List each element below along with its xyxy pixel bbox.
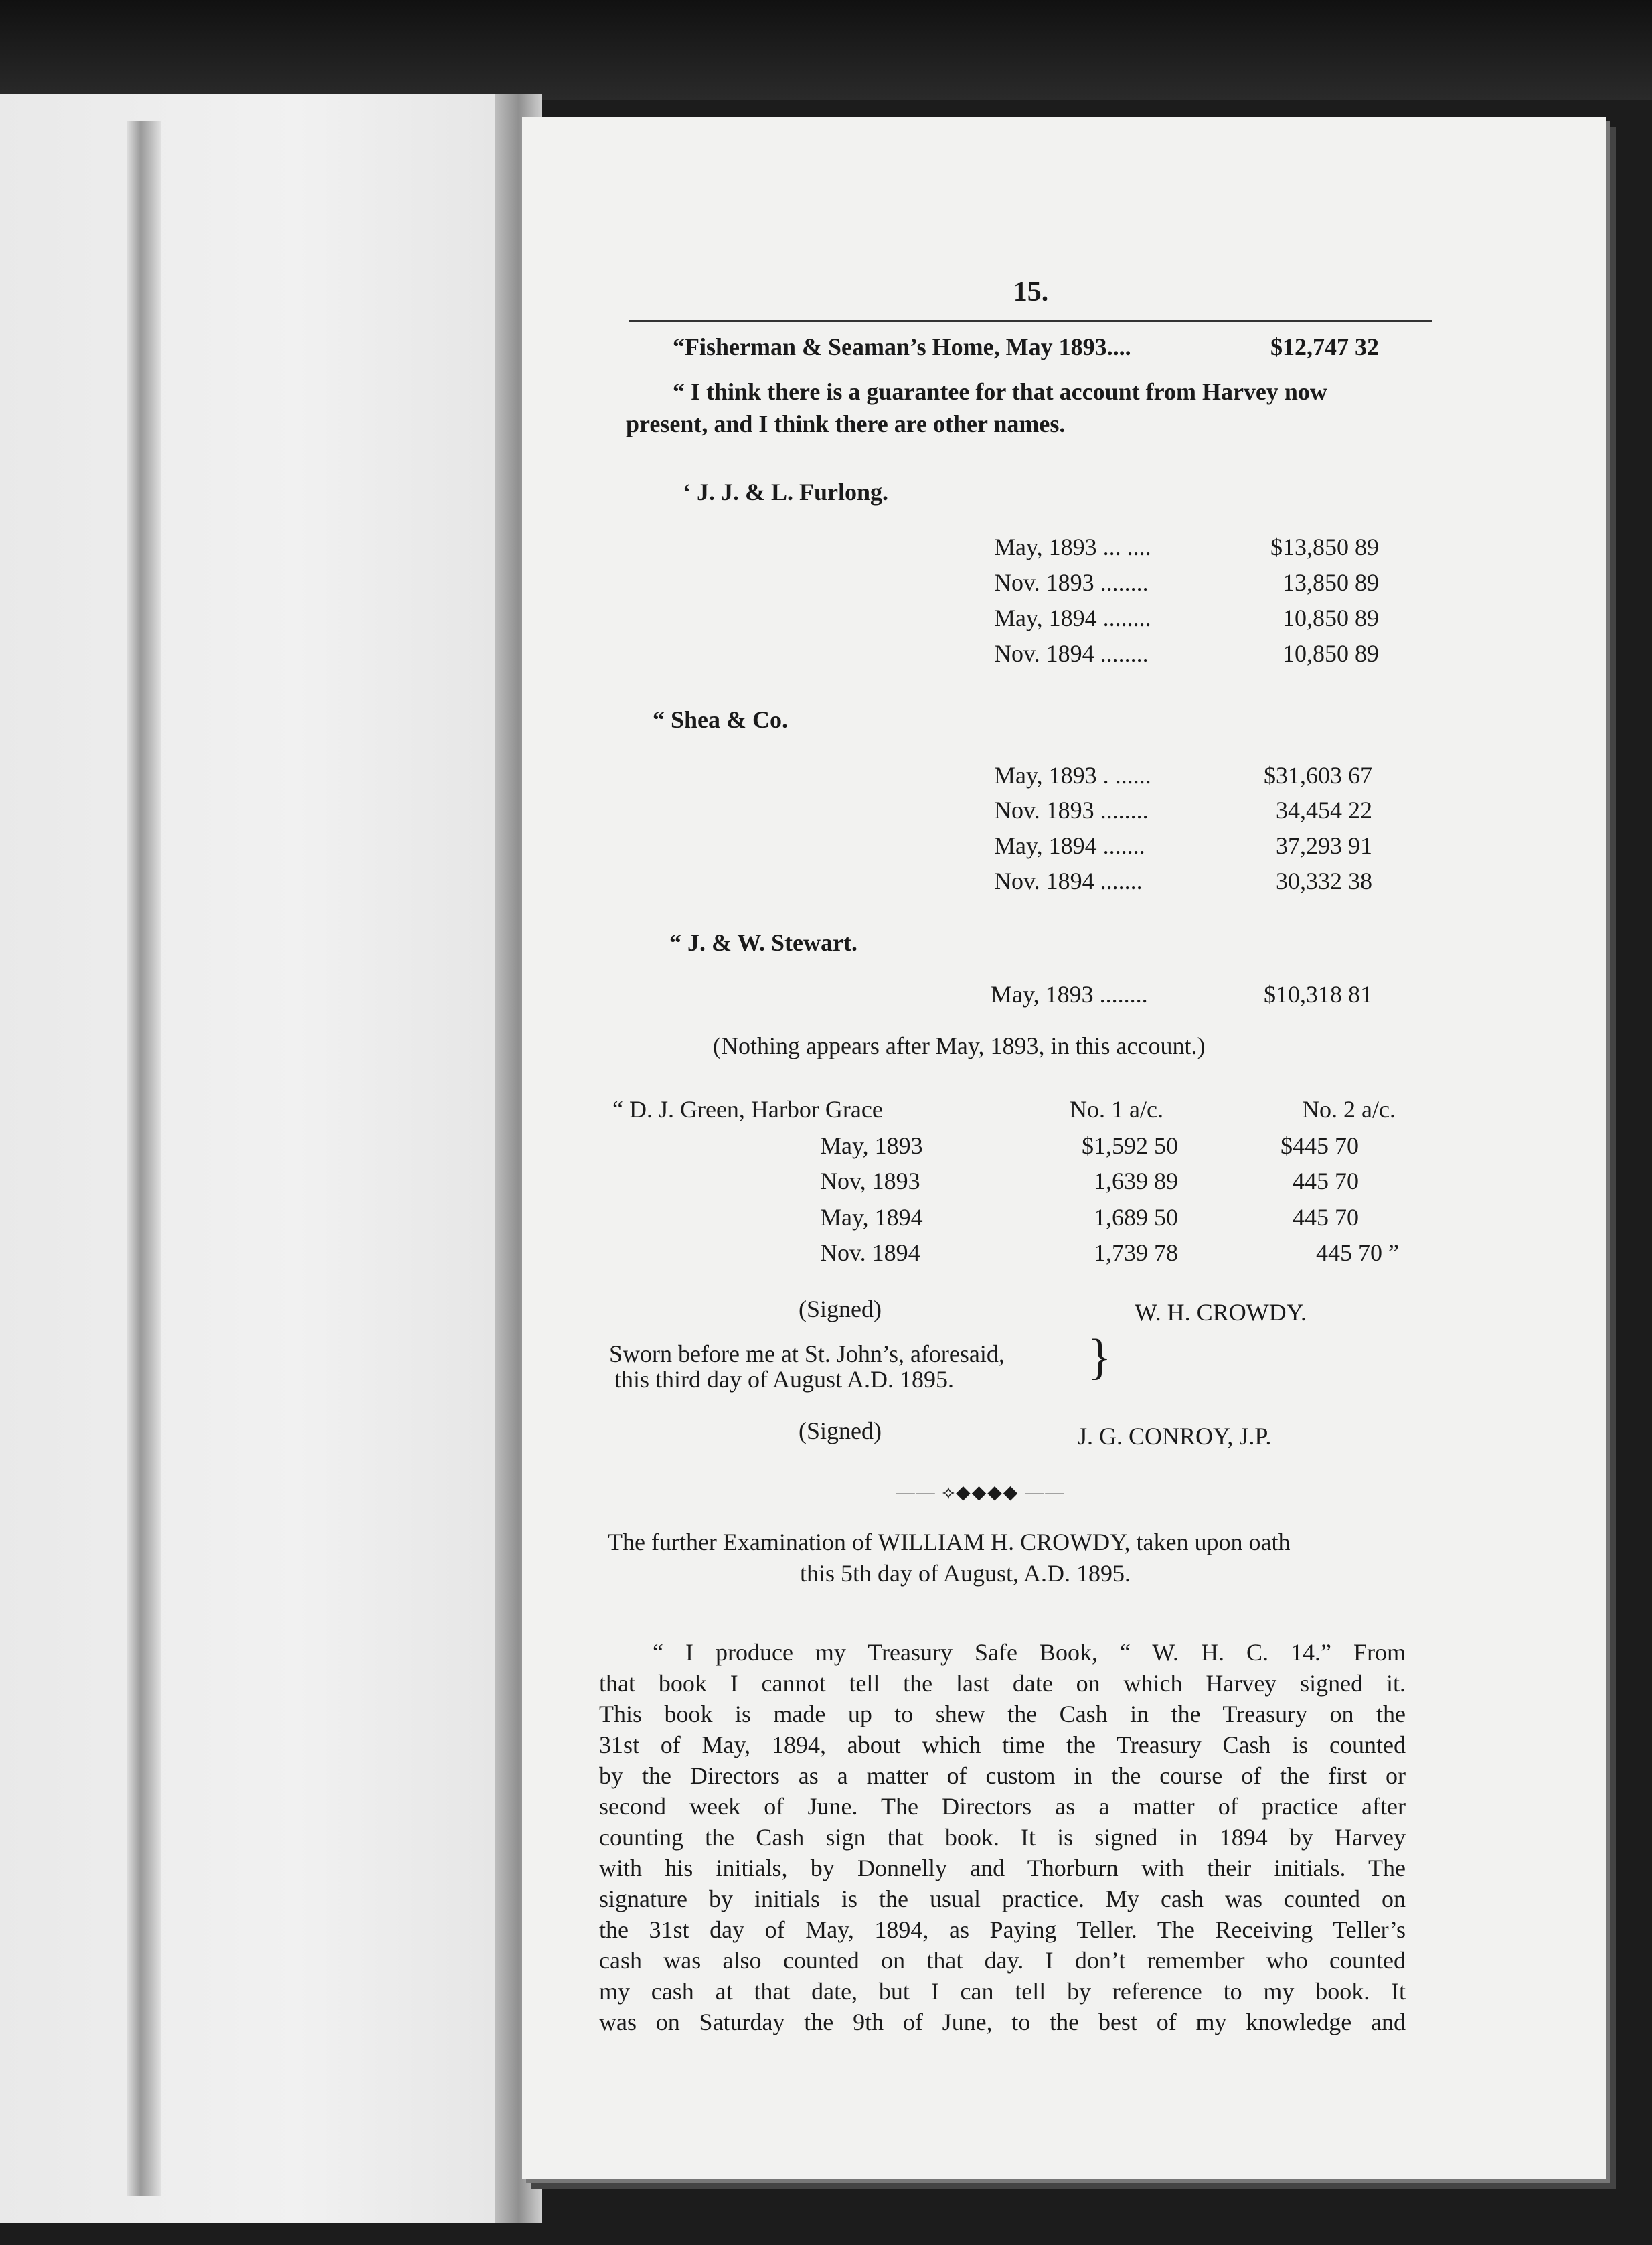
paragraph-line: that book I cannot tell the last date on which Harvey signed it. — [599, 1670, 1406, 1697]
section-ornament: —— ⟡◆◆◆◆ —— — [896, 1482, 1066, 1503]
sworn-brace: } — [1088, 1330, 1112, 1385]
account-entry-label: May, 1893 ........ — [991, 981, 1148, 1008]
header-rule — [629, 320, 1432, 322]
green-col2-header: No. 2 a/c. — [1302, 1096, 1396, 1123]
green-row-a2: 445 70 ” — [1316, 1239, 1399, 1266]
signed-label: (Signed) — [799, 1296, 882, 1322]
paragraph-line: with his initials, by Donnelly and Thorburn with their initials. The — [599, 1855, 1406, 1881]
account-entry-amount: $13,850 89 — [1270, 534, 1379, 560]
green-row-date: Nov, 1893 — [820, 1168, 920, 1194]
page-number: 15. — [1013, 277, 1049, 307]
account-entry-label: May, 1893 ... .... — [994, 534, 1151, 560]
guarantee-line-1: “ I think there is a guarantee for that account from Harvey now — [673, 378, 1327, 405]
fisherman-label: “Fisherman & Seaman’s Home, May 1893.... — [673, 333, 1131, 360]
paragraph-line: the 31st day of May, 1894, as Paying Teller. The Receiving Teller’s — [599, 1916, 1406, 1943]
green-row-a1: 1,639 89 — [1094, 1168, 1178, 1194]
account-name-stewart: “ J. & W. Stewart. — [669, 929, 857, 956]
green-row-a1: 1,689 50 — [1094, 1204, 1178, 1231]
paragraph-line: “ I produce my Treasury Safe Book, “ W. H. C. 14.” From — [653, 1639, 1406, 1666]
green-col1-header: No. 1 a/c. — [1070, 1096, 1163, 1123]
account-entry-amount: 10,850 89 — [1283, 605, 1379, 631]
account-entry-amount: 13,850 89 — [1283, 569, 1379, 596]
account-entry-amount: 34,454 22 — [1276, 797, 1372, 824]
fisherman-amount: $12,747 32 — [1270, 333, 1379, 360]
green-row-date: Nov. 1894 — [820, 1239, 920, 1266]
film-border — [0, 0, 1652, 100]
sworn-line-2: this third day of August A.D. 1895. — [614, 1366, 955, 1393]
paragraph-line: second week of June. The Directors as a matter of practice after — [599, 1793, 1406, 1820]
account-name-shea: “ Shea & Co. — [653, 706, 789, 733]
green-row-a2: 445 70 — [1293, 1168, 1359, 1194]
green-row-a1: 1,739 78 — [1094, 1239, 1178, 1266]
page-fold — [127, 121, 161, 2196]
account-entry-amount: $31,603 67 — [1264, 762, 1372, 789]
green-account-name: “ D. J. Green, Harbor Grace — [612, 1096, 883, 1123]
paragraph-line: This book is made up to shew the Cash in the Treasury on the — [599, 1701, 1406, 1727]
account-entry-label: May, 1894 ....... — [994, 832, 1145, 859]
sworn-line-1: Sworn before me at St. John’s, aforesaid, — [609, 1340, 1005, 1367]
paragraph-line: by the Directors as a matter of custom in the course of the first or — [599, 1762, 1406, 1789]
green-row-a2: $445 70 — [1281, 1132, 1359, 1159]
paragraph-line: counting the Cash sign that book. It is signed in 1894 by Harvey — [599, 1824, 1406, 1851]
paragraph-line: was on Saturday the 9th of June, to the best of my knowledge and — [599, 2009, 1406, 2035]
account-entry-label: May, 1893 . ...... — [994, 762, 1151, 789]
account-entry-amount: $10,318 81 — [1264, 981, 1372, 1008]
green-row-a2: 445 70 — [1293, 1204, 1359, 1231]
account-entry-label: Nov. 1894 ........ — [994, 640, 1149, 667]
examination-heading-line-2: this 5th day of August, A.D. 1895. — [800, 1560, 1131, 1587]
account-name-furlong: ‘ J. J. & L. Furlong. — [683, 479, 889, 506]
account-entry-label: Nov. 1893 ........ — [994, 569, 1149, 596]
account-entry-amount: 30,332 38 — [1276, 868, 1372, 895]
green-row-date: May, 1893 — [820, 1132, 923, 1159]
paragraph-line: 31st of May, 1894, about which time the Treasury Cash is counted — [599, 1731, 1406, 1758]
paragraph-line: my cash at that date, but I can tell by reference to my book. It — [599, 1978, 1406, 2005]
testimony-paragraph — [599, 1637, 1406, 2037]
paragraph-line: signature by initials is the usual practice. My cash was counted on — [599, 1885, 1406, 1912]
examination-heading-line-1: The further Examination of WILLIAM H. CROWDY, taken upon oath — [608, 1529, 1291, 1555]
signed-label: (Signed) — [799, 1417, 882, 1444]
account-entry-amount: 37,293 91 — [1276, 832, 1372, 859]
account-entry-label: Nov. 1893 ........ — [994, 797, 1149, 824]
account-entry-amount: 10,850 89 — [1283, 640, 1379, 667]
guarantee-line-2: present, and I think there are other names. — [626, 410, 1066, 437]
green-row-date: May, 1894 — [820, 1204, 923, 1231]
commissioner-name: J. G. CONROY, J.P. — [1078, 1423, 1272, 1450]
account-entry-label: May, 1894 ........ — [994, 605, 1151, 631]
stewart-note: (Nothing appears after May, 1893, in this account.) — [713, 1032, 1206, 1059]
paragraph-line: cash was also counted on that day. I don’t remember who counted — [599, 1947, 1406, 1974]
signatory-name: W. H. CROWDY. — [1135, 1299, 1307, 1326]
facing-page — [0, 94, 495, 2223]
green-row-a1: $1,592 50 — [1082, 1132, 1178, 1159]
account-entry-label: Nov. 1894 ....... — [994, 868, 1143, 895]
